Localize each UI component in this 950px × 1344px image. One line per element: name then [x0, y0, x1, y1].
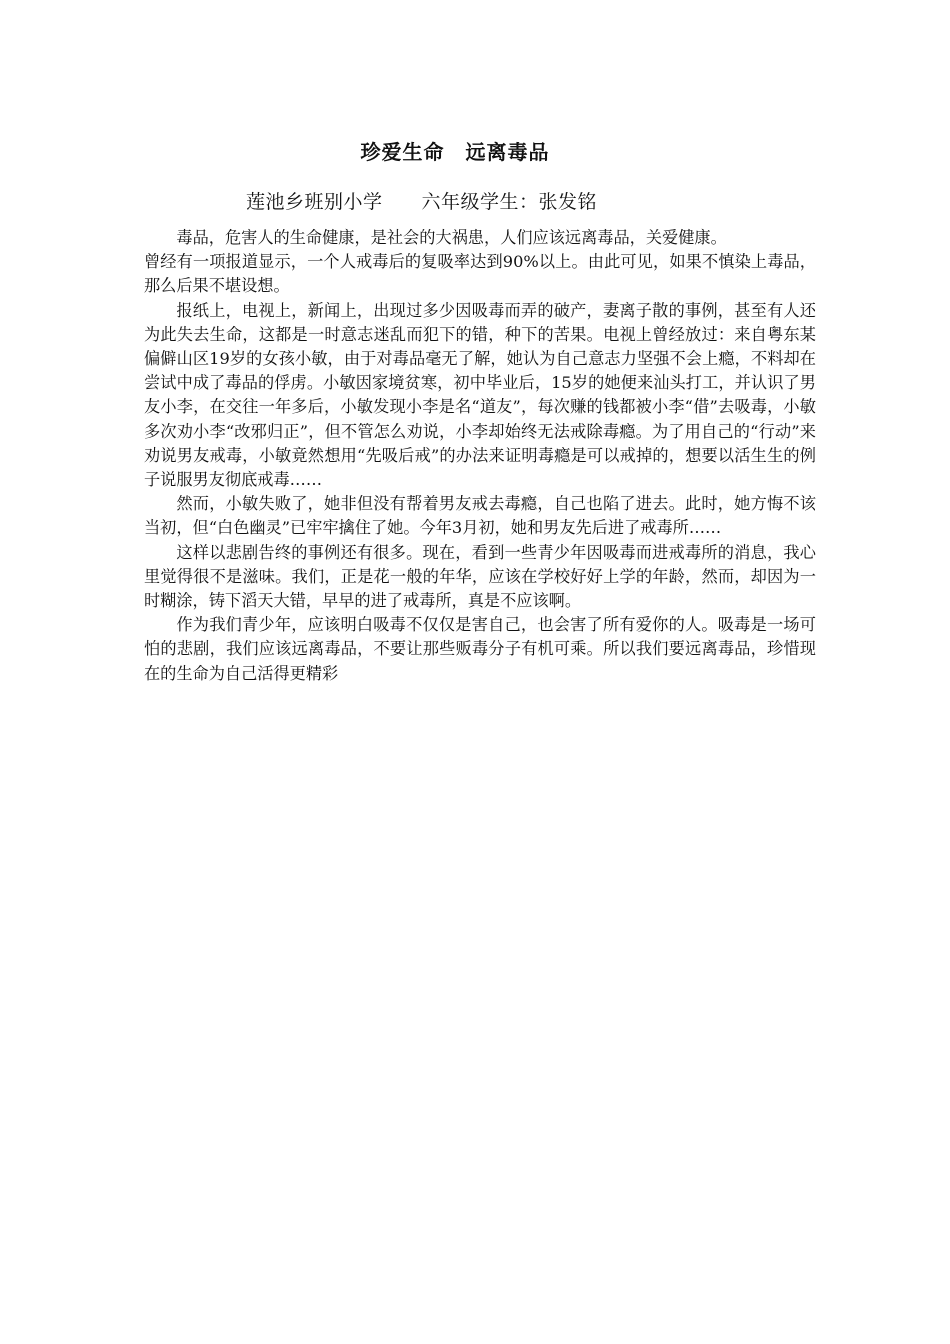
paragraph-5: 这样以悲剧告终的事例还有很多。现在，看到一些青少年因吸毒而进戒毒所的消息，我心里觉得很不是滋味。我们，正是花一般的年华，应该在学校好好上学的年龄，然而，却因为一时糊涂，铸下滔天大错，早早的进了戒毒所，真是不应该啊。 — [144, 542, 816, 611]
paragraph-2: 曾经有一项报道显示，一个人戒毒后的复吸率达到90%以上。由此可见，如果不慎染上毒品，那么后果不堪设想。 — [144, 252, 816, 296]
document-title: 珍爱生命 远离毒品 — [360, 140, 550, 164]
paragraph-1: 毒品，危害人的生命健康，是社会的大祸患，人们应该远离毒品，关爱健康。 — [176, 228, 727, 247]
author-byline: 莲池乡班别小学 六年级学生：张发铭 — [246, 191, 598, 213]
paragraph-3: 报纸上，电视上，新闻上，出现过多少因吸毒而弄的破产，妻离子散的事例，甚至有人还为此失去生命，这都是一时意志迷乱而犯下的错，种下的苦果。电视上曾经放过：来自粤东某偏僻山区19岁的女孩小敏，由于对毒品毫无了解，她认为自己意志力坚强不会上瘾，不料却在尝试中成了毒品的俘虏。小敏因家境贫寒，初中毕业后，15岁的她便来汕头打工，并认识了男友小李，在交往一年多后，小敏发现小李是名“道友”，每次赚的钱都被小李“借”去吸毒，小敏多次劝小李“改邪归正”，但不管怎么劝说，小李却始终无法戒除毒瘾。为了用自己的“行动”来劝说男友戒毒，小敏竟然想用“先吸后戒”的办法来证明毒瘾是可以戒掉的，想要以活生生的例子说服男友彻底戒毒…… — [144, 300, 816, 490]
document-body — [144, 226, 816, 686]
paragraph-6: 作为我们青少年，应该明白吸毒不仅仅是害自己，也会害了所有爱你的人。吸毒是一场可怕的悲剧，我们应该远离毒品，不要让那些贩毒分子有机可乘。所以我们要远离毒品，珍惜现在的生命为自己活得更精彩 — [144, 615, 816, 683]
paragraph-4: 然而，小敏失败了，她非但没有帮着男友戒去毒瘾，自己也陷了进去。此时，她方悔不该当初，但“白色幽灵”已牢牢擒住了她。今年3月初，她和男友先后进了戒毒所…… — [144, 494, 816, 538]
